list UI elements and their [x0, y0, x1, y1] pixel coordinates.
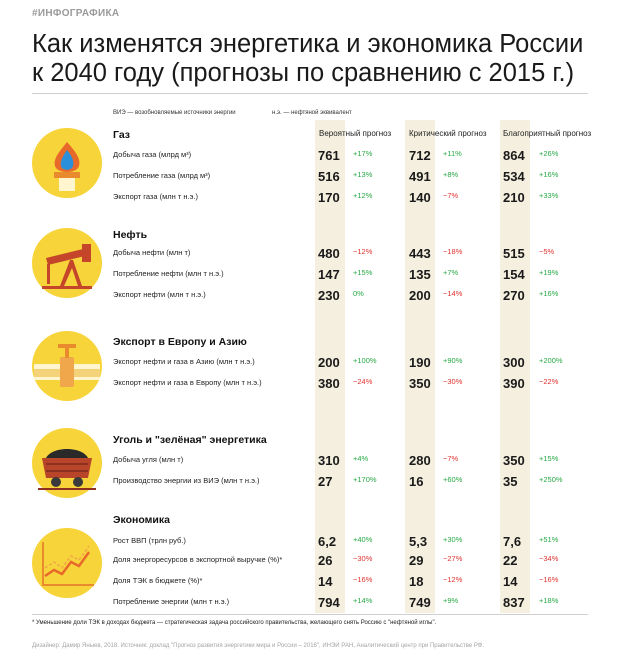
pipeline-valve-icon	[32, 331, 102, 401]
forecast-value: 350	[503, 453, 525, 468]
forecast-value: 443	[409, 246, 431, 261]
column-header-critical: Критический прогноз	[409, 129, 487, 138]
forecast-value: 27	[318, 474, 333, 489]
change-percent: +15%	[539, 454, 559, 463]
forecast-value: 310	[318, 453, 340, 468]
change-percent: −27%	[443, 554, 463, 563]
oil-pump-icon	[32, 228, 102, 298]
forecast-value: 154	[503, 267, 525, 282]
row-label: Экспорт нефти (млн т н.э.)	[113, 290, 206, 299]
change-percent: +60%	[443, 475, 463, 484]
change-percent: +250%	[539, 475, 563, 484]
change-percent: −22%	[539, 377, 559, 386]
change-percent: +30%	[443, 535, 463, 544]
forecast-value: 230	[318, 288, 340, 303]
forecast-value: 480	[318, 246, 340, 261]
change-percent: +90%	[443, 356, 463, 365]
section-title: Нефть	[113, 229, 148, 241]
page-title: Как изменятся энергетика и экономика России к 2040 году (прогнозы по сравнению с 2015 г.)	[32, 30, 584, 87]
change-percent: −7%	[443, 454, 459, 463]
forecast-value: 14	[503, 574, 518, 589]
coal-cart-icon	[32, 428, 102, 498]
change-percent: −30%	[353, 554, 373, 563]
forecast-value: 534	[503, 169, 525, 184]
change-percent: −5%	[539, 247, 555, 256]
forecast-value: 794	[318, 595, 340, 610]
title-divider	[32, 93, 588, 94]
change-percent: −16%	[353, 575, 373, 584]
gas-flame-icon	[32, 128, 102, 198]
change-percent: −24%	[353, 377, 373, 386]
forecast-value: 14	[318, 574, 333, 589]
forecast-value: 516	[318, 169, 340, 184]
forecast-value: 22	[503, 553, 518, 568]
row-label: Экспорт нефти и газа в Азию (млн т н.э.)	[113, 357, 255, 366]
forecast-value: 6,2	[318, 534, 337, 549]
forecast-value: 712	[409, 148, 431, 163]
row-label: Потребление газа (млрд м³)	[113, 171, 211, 180]
row-label: Доля ТЭК в бюджете (%)*	[113, 576, 203, 585]
forecast-value: 210	[503, 190, 525, 205]
forecast-value: 761	[318, 148, 340, 163]
infographic-tag: #ИНФОГРАФИКА	[32, 8, 120, 19]
forecast-value: 35	[503, 474, 518, 489]
forecast-value: 837	[503, 595, 525, 610]
change-percent: +13%	[353, 170, 373, 179]
legend-ne: н.э. — нефтяной эквивалент	[272, 110, 352, 116]
column-header-favorable: Благоприятный прогноз	[503, 129, 592, 138]
row-label: Доля энергоресурсов в экспортной выручке (%)*	[113, 555, 283, 564]
forecast-value: 16	[409, 474, 424, 489]
change-percent: +11%	[443, 149, 462, 158]
forecast-value: 390	[503, 376, 525, 391]
change-percent: +100%	[353, 356, 377, 365]
change-percent: −16%	[539, 575, 559, 584]
change-percent: −7%	[443, 191, 459, 200]
forecast-value: 270	[503, 288, 525, 303]
change-percent: −34%	[539, 554, 559, 563]
forecast-value: 26	[318, 553, 333, 568]
forecast-value: 864	[503, 148, 525, 163]
change-percent: +18%	[539, 596, 559, 605]
footnote: * Уменьшение доли ТЭК в доходах бюджета — стратегическая задача российского правительства, желающего снять Россию с "нефтяной иглы".	[32, 620, 437, 626]
legend-vie: ВИЭ — возобновляемые источники энергии	[113, 110, 236, 116]
forecast-value: 5,3	[409, 534, 428, 549]
change-percent: +7%	[443, 268, 459, 277]
forecast-value: 135	[409, 267, 431, 282]
change-percent: −12%	[353, 247, 373, 256]
credit-line: Дизайнер: Дамир Яныев, 2018. Источник: доклад "Прогноз развития энергетики мира и России – 2016", ИНЭИ РАН, Аналитический центр при Правительстве РФ.	[32, 643, 484, 649]
row-label: Добыча угля (млн т)	[113, 455, 184, 464]
forecast-value: 300	[503, 355, 525, 370]
forecast-value: 200	[318, 355, 340, 370]
section-title: Уголь и "зелёная" энергетика	[113, 434, 267, 446]
forecast-value: 380	[318, 376, 340, 391]
change-percent: +4%	[353, 454, 369, 463]
section-title: Экономика	[113, 514, 170, 526]
row-label: Рост ВВП (трлн руб.)	[113, 536, 186, 545]
forecast-value: 280	[409, 453, 431, 468]
row-label: Добыча газа (млрд м³)	[113, 150, 192, 159]
change-percent: +14%	[353, 596, 373, 605]
change-percent: −18%	[443, 247, 463, 256]
bottom-divider	[32, 614, 588, 615]
forecast-value: 7,6	[503, 534, 522, 549]
forecast-value: 350	[409, 376, 431, 391]
change-percent: +9%	[443, 596, 459, 605]
change-percent: +12%	[353, 191, 373, 200]
change-percent: +19%	[539, 268, 559, 277]
forecast-value: 200	[409, 288, 431, 303]
economy-chart-icon	[32, 528, 102, 598]
forecast-value: 515	[503, 246, 525, 261]
change-percent: +15%	[353, 268, 373, 277]
forecast-value: 190	[409, 355, 431, 370]
change-percent: +33%	[539, 191, 559, 200]
row-label: Экспорт газа (млн т н.э.)	[113, 192, 199, 201]
change-percent: −14%	[443, 289, 463, 298]
forecast-value: 749	[409, 595, 431, 610]
row-label: Экспорт нефти и газа в Европу (млн т н.э.)	[113, 378, 262, 387]
change-percent: −30%	[443, 377, 463, 386]
forecast-value: 147	[318, 267, 340, 282]
change-percent: +16%	[539, 170, 559, 179]
change-percent: +170%	[353, 475, 377, 484]
forecast-value: 140	[409, 190, 431, 205]
change-percent: 0%	[353, 289, 364, 298]
column-header-likely: Вероятный прогноз	[319, 129, 392, 138]
forecast-value: 170	[318, 190, 340, 205]
change-percent: +26%	[539, 149, 559, 158]
change-percent: +17%	[353, 149, 373, 158]
row-label: Добыча нефти (млн т)	[113, 248, 191, 257]
row-label: Производство энергии из ВИЭ (млн т н.э.)	[113, 476, 260, 485]
change-percent: +16%	[539, 289, 559, 298]
forecast-value: 491	[409, 169, 431, 184]
section-title: Экспорт в Европу и Азию	[113, 336, 247, 348]
forecast-value: 29	[409, 553, 424, 568]
section-title: Газ	[113, 129, 131, 141]
change-percent: +8%	[443, 170, 459, 179]
change-percent: +200%	[539, 356, 563, 365]
change-percent: +40%	[353, 535, 373, 544]
row-label: Потребление энергии (млн т н.э.)	[113, 597, 230, 606]
change-percent: +51%	[539, 535, 559, 544]
forecast-value: 18	[409, 574, 424, 589]
change-percent: −12%	[443, 575, 463, 584]
row-label: Потребление нефти (млн т н.э.)	[113, 269, 224, 278]
